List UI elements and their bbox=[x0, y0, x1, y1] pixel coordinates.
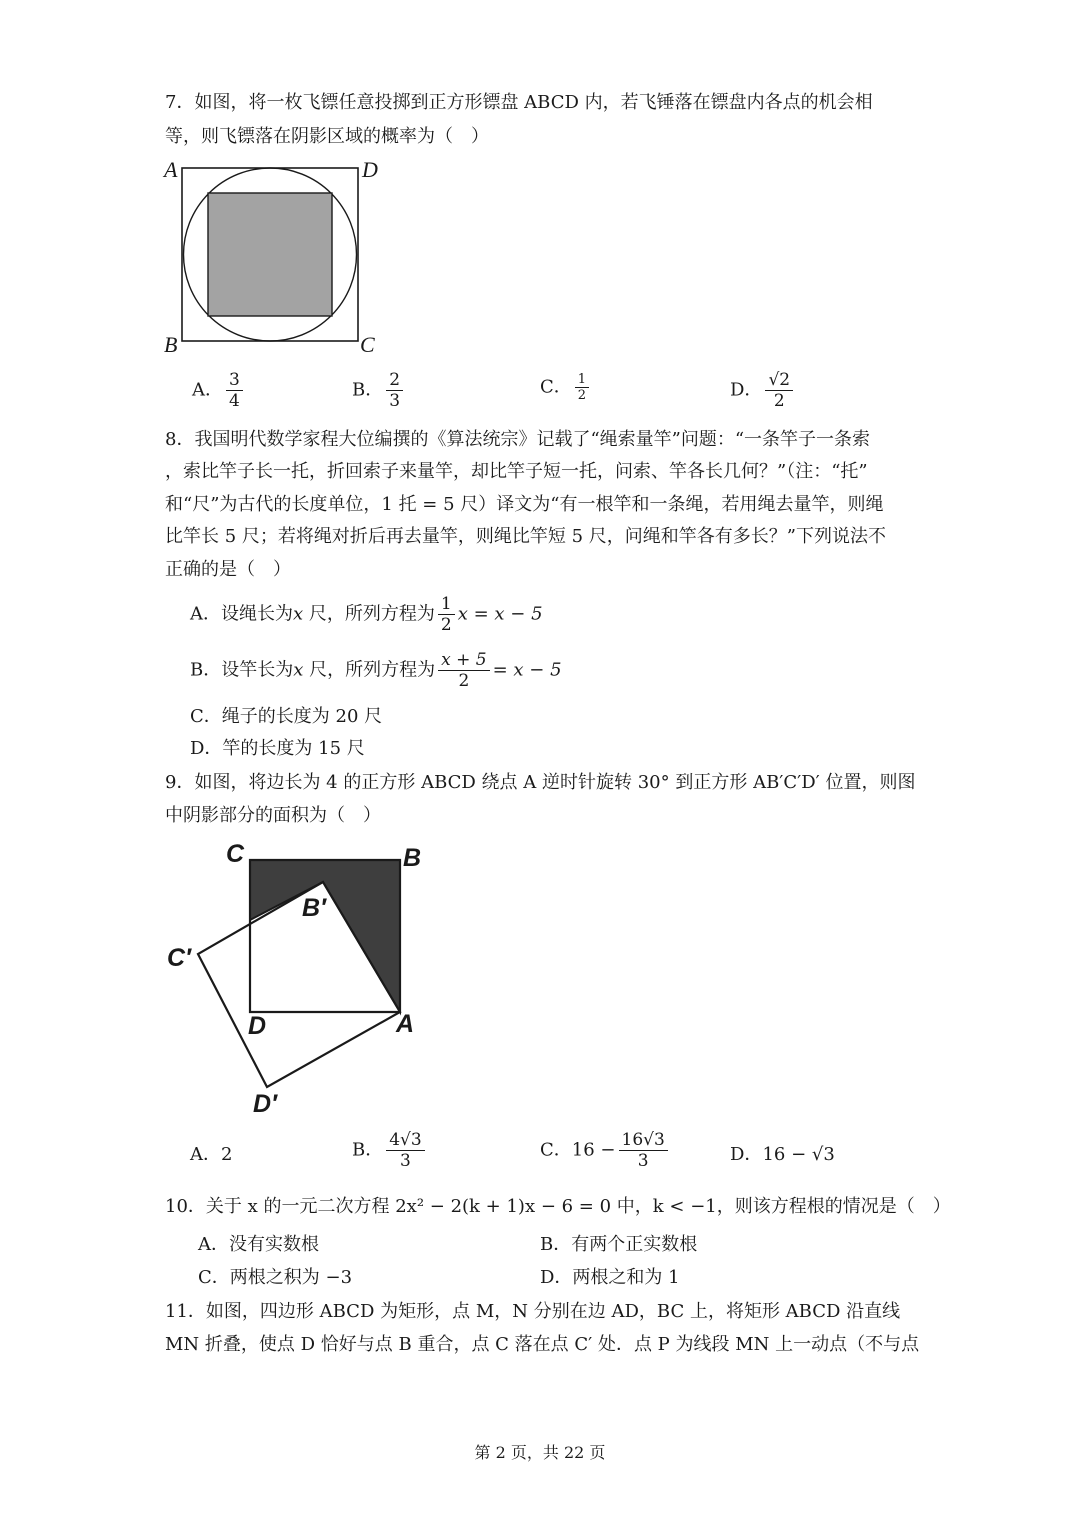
q9-option-a[interactable]: A．2 bbox=[190, 1144, 233, 1165]
page-footer: 第 2 页，共 22 页 bbox=[474, 1443, 606, 1462]
q7-option-b[interactable] bbox=[352, 370, 406, 411]
q10-line: 10．关于 x 的一元二次方程 2x² − 2(k + 1)x − 6 = 0 中，k < −1，则该方程根的情况是（ ） bbox=[165, 1196, 951, 1217]
option-letter: C． bbox=[540, 376, 572, 398]
q9-label-c-prime: C′ bbox=[167, 944, 192, 972]
q9-option-c[interactable]: C．16 − $\frac{16√3}{3}$ bbox=[540, 1130, 671, 1171]
q8-option-d[interactable]: D．竿的长度为 15 尺 bbox=[190, 738, 365, 759]
q9-option-b[interactable]: B． $\frac{4√3}{3}$ bbox=[352, 1130, 428, 1171]
q9-label-b-prime: B′ bbox=[302, 894, 327, 922]
q7-figure bbox=[160, 158, 380, 358]
q9-option-d[interactable]: D．16 − √3 bbox=[730, 1144, 835, 1165]
fraction: $\frac{x + 5}{2}$ bbox=[438, 650, 489, 691]
q7-label-a: A bbox=[164, 157, 178, 182]
q7-option-a[interactable] bbox=[192, 370, 246, 411]
q8-line-1: 8．我国明代数学家程大位编撰的《算法统宗》记载了“绳索量竿”问题：“一条竿子一条索 bbox=[165, 429, 871, 450]
shaded-square bbox=[208, 193, 332, 316]
fraction: $\frac{3}{4}$ bbox=[226, 370, 243, 411]
q8-option-a[interactable]: A．设绳长为x 尺，所列方程为 $\frac{1}{2}$ x = x − 5 bbox=[190, 594, 543, 635]
q7-option-d[interactable] bbox=[730, 370, 796, 411]
fraction: $\frac{16√3}{3}$ bbox=[619, 1130, 668, 1171]
q8-line-2: ，索比竿子长一托，折回索子来量竿，却比竿子短一托，问索、竿各长几何？”（注：“托” bbox=[165, 461, 868, 482]
q8-line-5: 正确的是（ ） bbox=[165, 559, 291, 580]
q9-line-2: 中阴影部分的面积为（ ） bbox=[165, 805, 381, 826]
q7-line-1: 7．如图，将一枚飞镖任意投掷到正方形镖盘 ABCD 内，若飞锤落在镖盘内各点的机会相 bbox=[165, 92, 873, 113]
q9-label-a: A bbox=[396, 1010, 415, 1038]
q8-line-4: 比竿长 5 尺；若将绳对折后再去量竿，则绳比竿短 5 尺，问绳和竿各有多长？”下列说法不 bbox=[165, 526, 886, 547]
q9-label-d-prime: D′ bbox=[253, 1090, 278, 1118]
q9-figure bbox=[160, 830, 460, 1130]
q7-label-c: C bbox=[360, 332, 375, 357]
fraction: $\frac{4√3}{3}$ bbox=[386, 1130, 424, 1171]
q8-line-3: 和“尺”为古代的长度单位，1 托 = 5 尺）译文为“有一根竿和一条绳，若用绳去量竿，则绳 bbox=[165, 494, 884, 515]
option-letter: D． bbox=[730, 379, 763, 401]
q10-option-a[interactable]: A．没有实数根 bbox=[198, 1234, 319, 1255]
q10-option-c[interactable]: C．两根之积为 −3 bbox=[198, 1267, 353, 1288]
q10-option-d[interactable]: D．两根之和为 1 bbox=[540, 1267, 680, 1288]
q9-label-c: C bbox=[226, 840, 245, 868]
fraction: $\frac{√2}{2}$ bbox=[765, 370, 793, 411]
q7-line-2: 等，则飞镖落在阴影区域的概率为（ ） bbox=[165, 126, 489, 147]
q9-label-d: D bbox=[248, 1012, 267, 1040]
option-letter: B． bbox=[352, 379, 384, 401]
shaded-region bbox=[250, 860, 400, 1012]
q7-option-c[interactable] bbox=[540, 372, 592, 403]
q9-line-1: 9．如图，将边长为 4 的正方形 ABCD 绕点 A 逆时针旋转 30° 到正方形 AB′C′D′ 位置，则图 bbox=[165, 772, 916, 793]
q8-option-c[interactable]: C．绳子的长度为 20 尺 bbox=[190, 706, 383, 727]
fraction: $\frac{1}{2}$ bbox=[438, 594, 455, 635]
q8-option-b[interactable]: B．设竿长为x 尺，所列方程为 $\frac{x + 5}{2}$ = x − 5 bbox=[190, 650, 562, 691]
q10-option-b[interactable]: B．有两个正实数根 bbox=[540, 1234, 698, 1255]
q9-label-b: B bbox=[403, 844, 422, 872]
q7-label-b: B bbox=[164, 332, 178, 357]
q7-label-d: D bbox=[362, 157, 378, 182]
fraction: $\frac{2}{3}$ bbox=[386, 370, 403, 411]
q11-line-1: 11．如图，四边形 ABCD 为矩形，点 M，N 分别在边 AD，BC 上，将矩形 ABCD 沿直线 bbox=[165, 1301, 901, 1322]
q11-line-2: MN 折叠，使点 D 恰好与点 B 重合，点 C 落在点 C′ 处．点 P 为线段 MN 上一动点（不与点 bbox=[165, 1334, 920, 1355]
option-letter: A． bbox=[192, 379, 223, 401]
fraction: $\frac{1}{2}$ bbox=[575, 372, 589, 403]
